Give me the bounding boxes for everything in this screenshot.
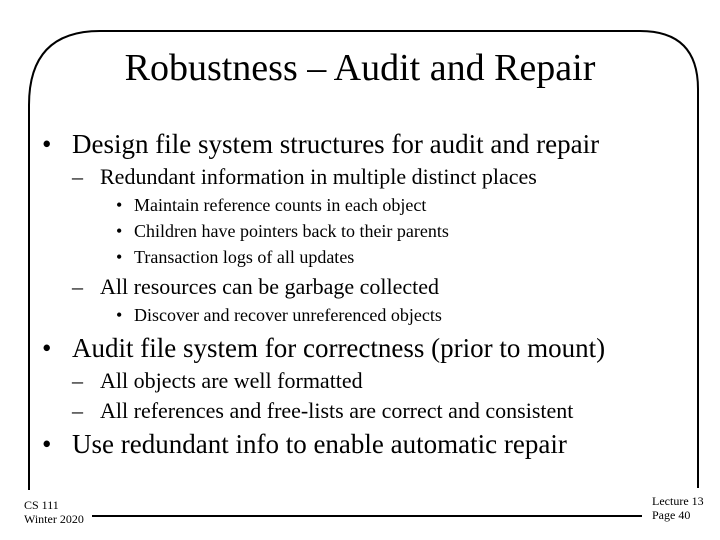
- subbullet-references-consistent: [72, 398, 573, 424]
- item-text: Discover and recover unreferenced objects: [134, 305, 442, 325]
- subbullet-text: All references and free-lists are correct and consistent: [100, 398, 574, 423]
- bullet-marker: •: [116, 247, 123, 267]
- bullet-marker: •: [116, 305, 123, 325]
- bullet-text: Audit file system for correctness (prior to mount): [72, 333, 606, 363]
- footer-lecture: Lecture 13: [652, 494, 704, 508]
- footer-page: Page 40: [652, 508, 691, 522]
- bullet-design-structures: [42, 128, 599, 160]
- dash-marker: –: [72, 398, 83, 423]
- footer-course-info: [24, 498, 84, 526]
- item-unreferenced-objects: [116, 304, 442, 326]
- item-back-pointers: [116, 220, 449, 242]
- item-text: Maintain reference counts in each object: [134, 195, 427, 215]
- bullet-marker: •: [42, 429, 52, 459]
- footer-course: CS 111: [24, 498, 59, 512]
- bullet-text: Use redundant info to enable automatic repair: [72, 429, 567, 459]
- bullet-marker: •: [42, 333, 52, 363]
- subbullet-text: Redundant information in multiple distinct places: [100, 164, 537, 189]
- bullet-marker: •: [42, 129, 52, 159]
- footer-lecture-info: [652, 494, 704, 522]
- subbullet-redundant-info: [72, 164, 537, 190]
- bullet-marker: •: [116, 221, 123, 241]
- bullet-automatic-repair: [42, 428, 567, 460]
- dash-marker: –: [72, 368, 83, 393]
- subbullet-text: All resources can be garbage collected: [100, 274, 439, 299]
- item-text: Transaction logs of all updates: [134, 247, 355, 267]
- item-text: Children have pointers back to their parents: [134, 221, 449, 241]
- dash-marker: –: [72, 274, 83, 299]
- bullet-text: Design file system structures for audit and repair: [72, 129, 600, 159]
- subbullet-garbage-collected: [72, 274, 439, 300]
- bullet-audit-correctness: [42, 332, 605, 364]
- subbullet-text: All objects are well formatted: [100, 368, 363, 393]
- item-transaction-logs: [116, 246, 354, 268]
- footer-term: Winter 2020: [24, 512, 84, 526]
- item-reference-counts: [116, 194, 426, 216]
- bullet-marker: •: [116, 195, 123, 215]
- dash-marker: –: [72, 164, 83, 189]
- slide-title: Robustness – Audit and Repair: [124, 47, 596, 89]
- subbullet-well-formatted: [72, 368, 363, 394]
